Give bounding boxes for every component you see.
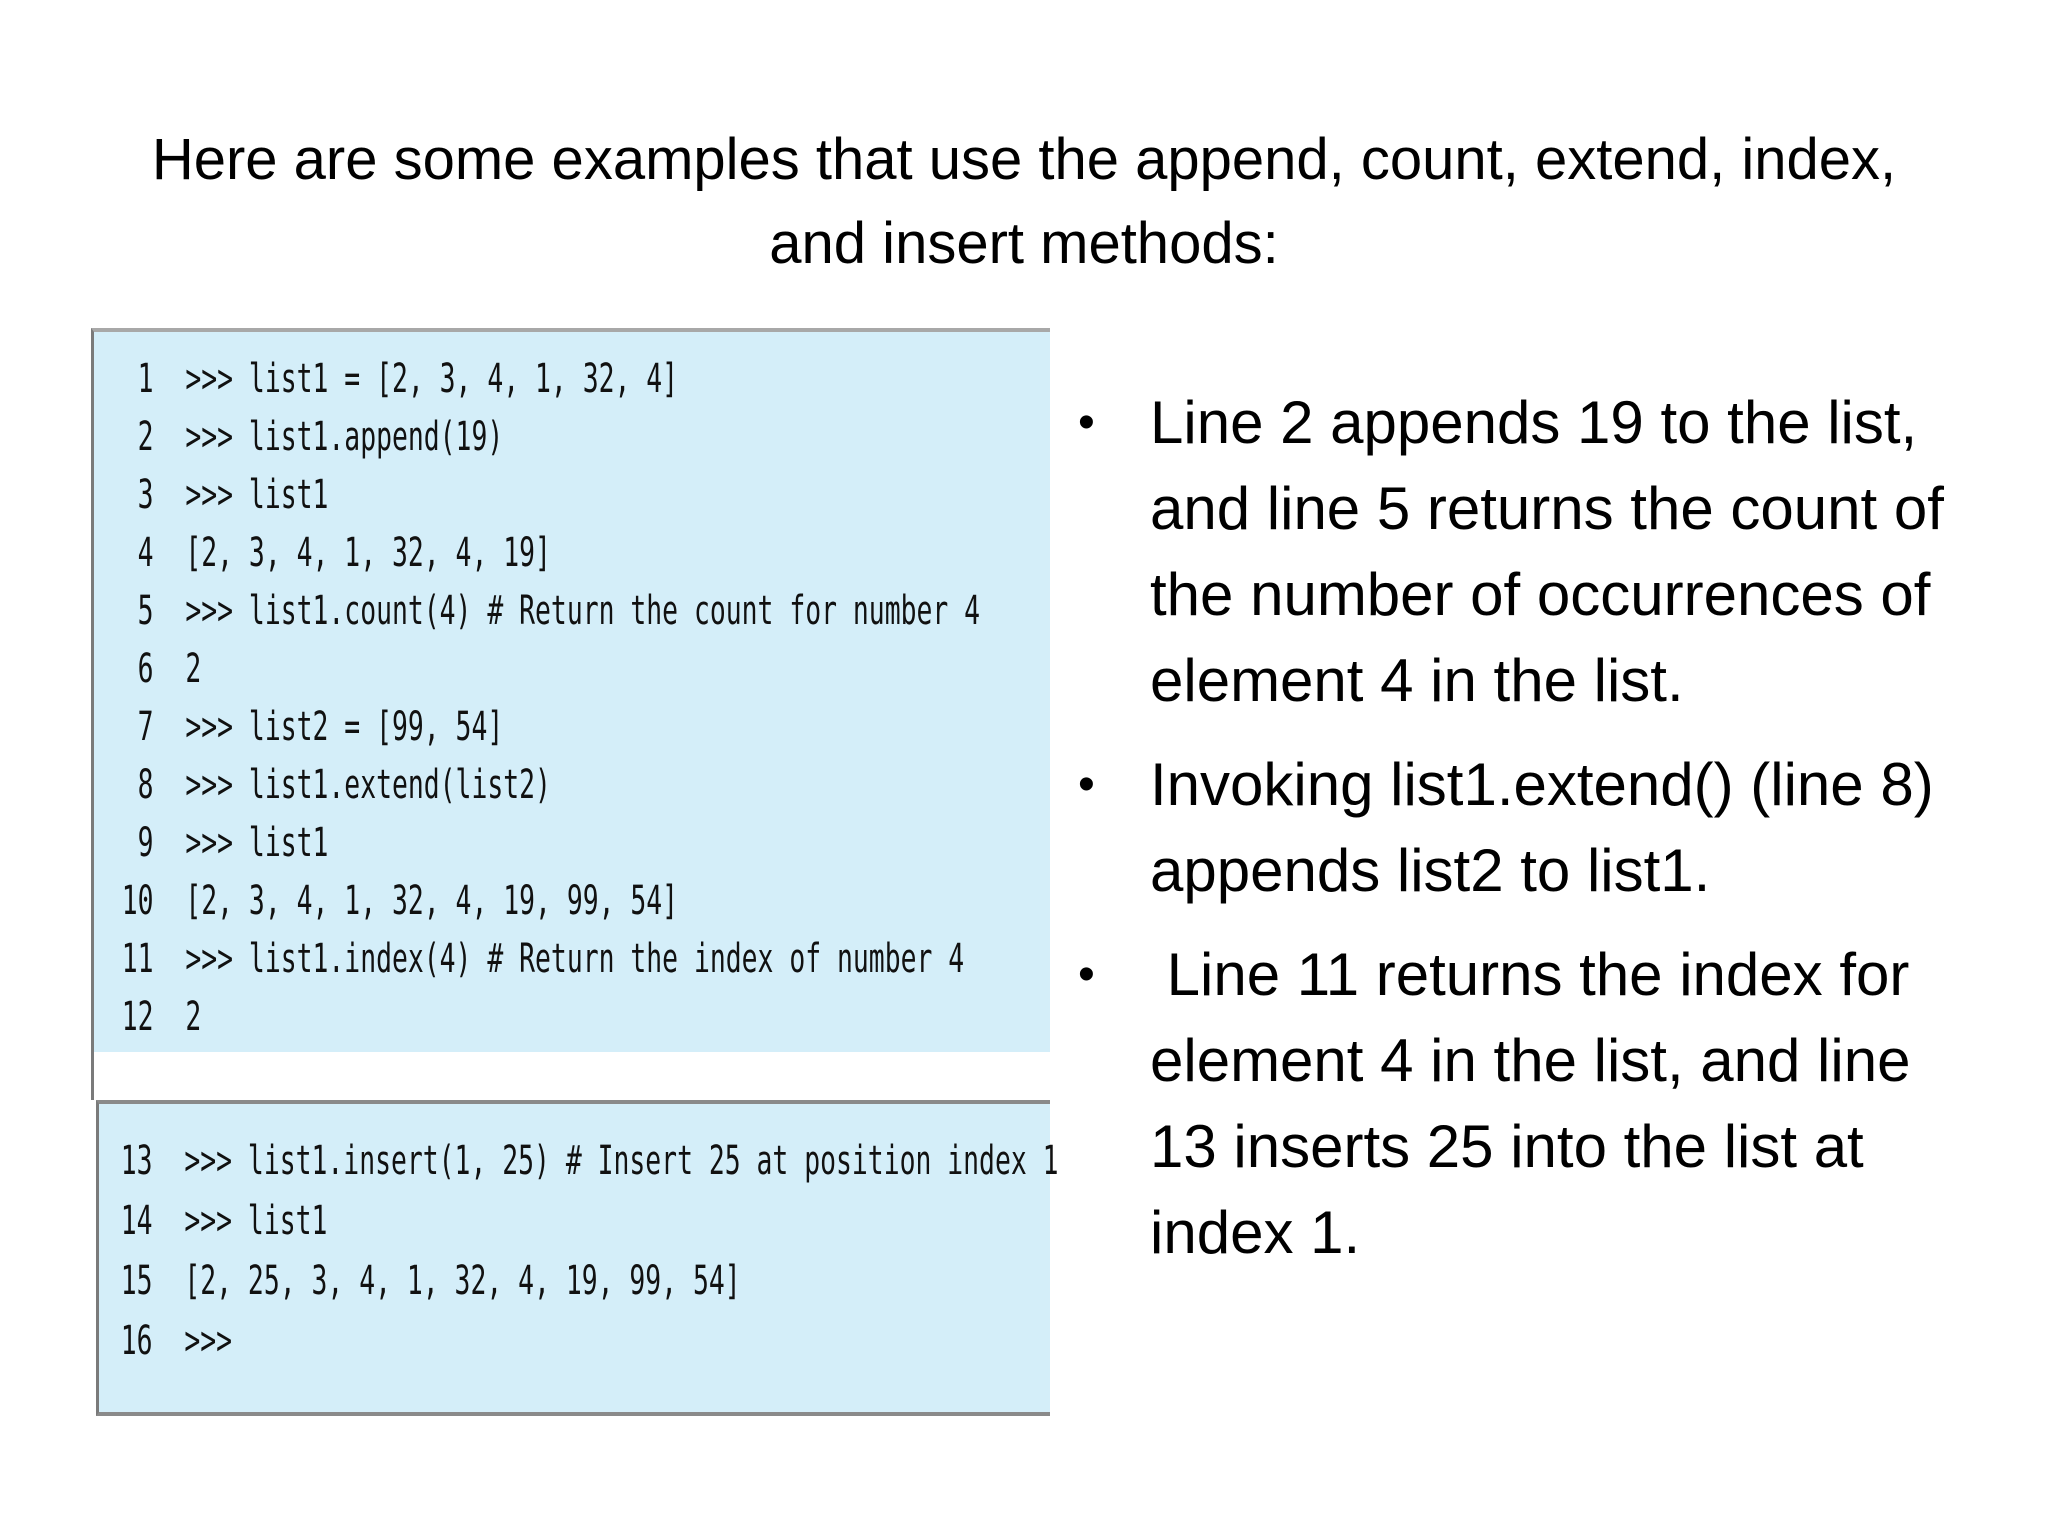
code-text: >>> list1 (185, 472, 329, 518)
code-text: >>> list1.insert(1, 25) # Insert 25 at position index 1 (184, 1138, 1059, 1184)
bullet-list (1078, 380, 1978, 1294)
line-number: 11 (121, 936, 154, 982)
code-text: >>> list2 = [99, 54] (185, 704, 504, 750)
bullet-item (1078, 932, 1978, 1276)
code-line (110, 350, 678, 408)
code-line (110, 698, 503, 756)
line-number: 4 (137, 530, 154, 576)
code-line (110, 872, 678, 930)
bullet-dot-icon: • (1078, 396, 1095, 449)
line-number: 3 (137, 472, 154, 518)
line-number: 9 (137, 820, 154, 866)
bullet-dot-icon: • (1078, 758, 1095, 811)
code-text: [2, 3, 4, 1, 32, 4, 19, 99, 54] (185, 878, 679, 924)
code-line (110, 524, 551, 582)
line-number: 10 (121, 878, 154, 924)
code-text: >>> list1.count(4) # Return the count for number 4 (185, 588, 981, 634)
code-line (110, 930, 964, 988)
line-number: 7 (137, 704, 154, 750)
code-text: >>> list1 (184, 1198, 328, 1244)
code-panel-separator (91, 1052, 1050, 1100)
code-line (110, 814, 328, 872)
code-text: [2, 3, 4, 1, 32, 4, 19] (185, 530, 551, 576)
code-line (109, 1132, 1059, 1190)
code-line (109, 1192, 327, 1250)
slide-title: Here are some examples that use the append, count, extend, index, and insert methods: (151, 127, 1897, 276)
line-number: 13 (120, 1138, 153, 1184)
code-text: >>> list1 (185, 820, 329, 866)
code-line (109, 1312, 232, 1370)
code-line (109, 1252, 741, 1310)
code-text: >>> list1.extend(list2) (185, 762, 551, 808)
line-number: 15 (120, 1258, 153, 1304)
code-text: 2 (185, 646, 202, 692)
line-number: 2 (137, 414, 154, 460)
bullet-text: Invoking list1.extend() (line 8) appends list2 to list1. (1150, 751, 1934, 904)
code-text: >>> (184, 1318, 233, 1364)
bullet-text: Line 2 appends 19 to the list, and line 5 returns the count of the number of occurrences of element 4 in the list. (1150, 389, 1944, 714)
bullet-item (1078, 742, 1978, 914)
line-number: 14 (120, 1198, 153, 1244)
line-number: 5 (137, 588, 154, 634)
line-number: 16 (120, 1318, 153, 1364)
line-number: 1 (137, 356, 154, 402)
code-panel-bottom (96, 1100, 1059, 1416)
code-line (110, 756, 551, 814)
bullet-text: Line 11 returns the index for element 4 in the list, and line 13 inserts 25 into the list at index 1. (1150, 941, 1928, 1266)
code-text: >>> list1 = [2, 3, 4, 1, 32, 4] (185, 356, 679, 402)
code-line (110, 582, 980, 640)
code-text: 2 (185, 994, 202, 1040)
line-number: 12 (121, 994, 154, 1040)
code-line (110, 640, 201, 698)
code-panel-top (91, 328, 1050, 1052)
code-text: >>> list1.index(4) # Return the index of number 4 (185, 936, 965, 982)
code-line (110, 466, 328, 524)
code-line (110, 988, 201, 1046)
bullet-item (1078, 380, 1978, 724)
line-number: 6 (137, 646, 154, 692)
code-text: >>> list1.append(19) (185, 414, 504, 460)
line-number: 8 (137, 762, 154, 808)
bullet-dot-icon: • (1078, 948, 1095, 1001)
code-text: [2, 25, 3, 4, 1, 32, 4, 19, 99, 54] (184, 1258, 741, 1304)
code-line (110, 408, 503, 466)
